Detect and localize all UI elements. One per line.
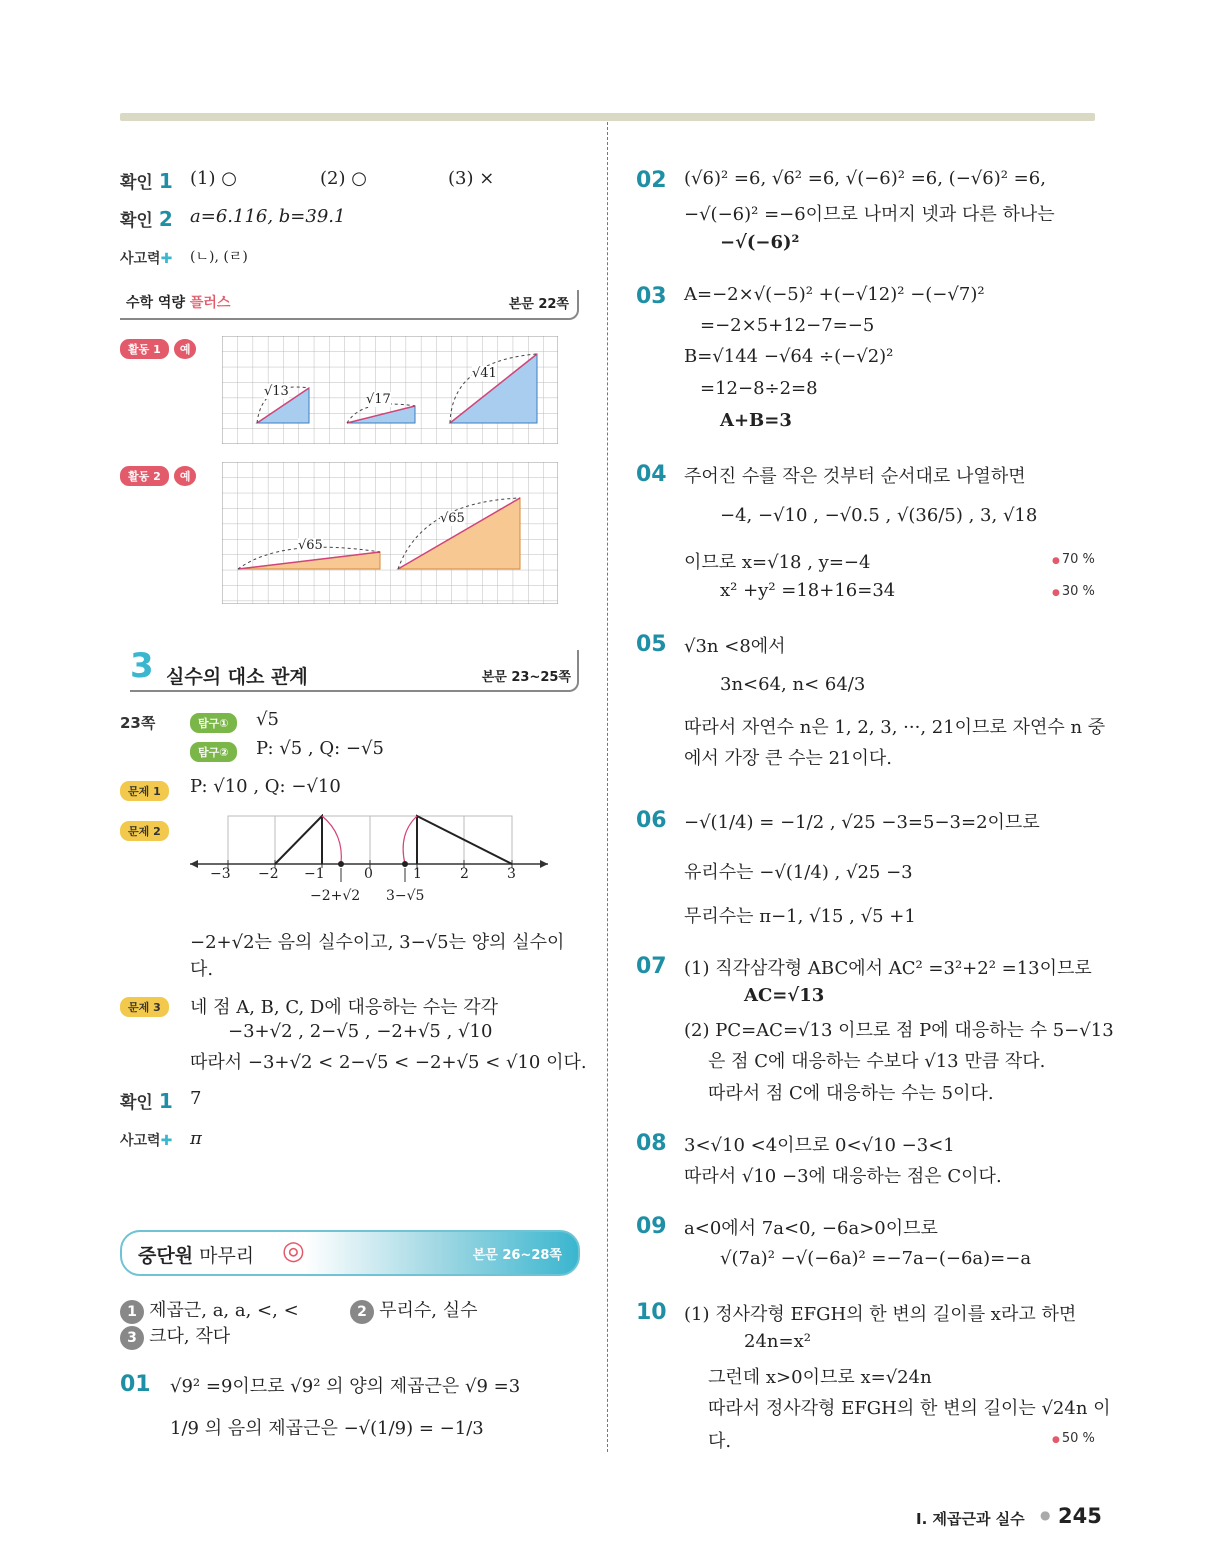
answer1: 1 제곱근, a, a, <, < [120,1296,299,1324]
act2-badges [120,465,196,486]
q05-l4: 에서 가장 큰 수는 21이다. [684,748,893,769]
q10-num: 10 [636,1300,667,1325]
tick-m2: −2 [258,866,279,882]
act1-label2: √17 [366,392,391,407]
q03-l2: =−2×5+12−7=−5 [700,315,875,336]
act2-label1: √65 [298,538,323,553]
q04-l2: −4, −√10 , −√0.5 , √(36/5) , 3, √18 [720,505,1038,526]
think2-text: π [190,1128,202,1149]
q04-l3: 이므로 x=√18 , y=−4 [684,552,871,573]
act2-label2: √65 [440,511,465,526]
q05-l2: 3n<64, n< 64/3 [720,674,866,695]
q05-l3: 따라서 자연수 n은 1, 2, 3, ···, 21이므로 자연수 n 중 [684,717,1106,738]
q3-badge [120,996,169,1017]
footer-chapter: Ⅰ. 제곱근과 실수 [916,1510,1025,1528]
think1-label: 사고력✚ [120,251,173,267]
plus-ref: 본문 22쪽 [508,297,569,312]
q03-num: 03 [636,284,667,309]
q06-l1: −√(1/4) = −1/2 , √25 −3=5−3=2이므로 [684,812,1040,833]
q05-l1: √3n <8에서 [684,636,786,657]
q05-num: 05 [636,632,667,657]
q04-num: 04 [636,462,667,487]
answer2: 2 무리수, 실수 [350,1296,477,1324]
q07-l3: (2) PC=AC=√13 이므로 점 P에 대응하는 수 5−√13 [684,1020,1114,1041]
tick-2: 2 [460,866,469,882]
q04-pct1: ● 70 % [1052,552,1095,567]
sec3-ref: 본문 23~25쪽 [481,670,571,685]
q10-pct: ● 50 % [1052,1431,1095,1446]
target-icon: ◎ [282,1236,305,1266]
check2-text: a=6.116, b=39.1 [190,206,346,227]
p23-explore2 [190,741,237,762]
q2-line2: 다. [190,959,214,980]
q07-num: 07 [636,954,667,979]
check3-label: 확인 1 [120,1089,173,1113]
q10-l5: 다. [708,1431,732,1452]
q3-line1: 네 점 A, B, C, D에 대응하는 수는 각각 [190,997,498,1018]
q1-pill: 문제 1 [120,781,169,801]
e2-pill: 탐구② [190,742,237,762]
check1-a: (1) ○ [190,168,237,189]
tick-1: 1 [413,866,422,882]
q2-point-b: 3−√5 [386,888,425,904]
act2-pill: 활동 2 [120,466,169,486]
q09-num: 09 [636,1214,667,1239]
p23-e2: P: √5 , Q: −√5 [256,738,384,759]
p23-page: 23쪽 [120,714,156,732]
act1-ex: 예 [174,339,197,359]
sec3-title: 실수의 대소 관계 [166,666,308,688]
q2-line1: −2+√2는 음의 실수이고, 3−√5는 양의 실수이 [190,932,565,953]
plus-header [120,290,579,320]
review-ref: 본문 26~28쪽 [472,1248,562,1263]
q02-l1: (√6)² =6, √6² =6, √(−6)² =6, (−√6)² =6, [684,168,1046,189]
tick-m1: −1 [304,866,325,882]
q08-l2: 따라서 √10 −3에 대응하는 점은 C이다. [684,1166,1002,1187]
q01-line2: 1/9 의 음의 제곱근은 −√(1/9) = −1/3 [170,1418,484,1439]
check1-label: 확인 1 [120,169,173,193]
act1-label1: √13 [264,384,289,399]
q2-point-a: −2+√2 [310,888,361,904]
e1-pill: 탐구① [190,713,237,733]
q03-l5: A+B=3 [720,410,792,431]
q02-num: 02 [636,168,667,193]
q2-pill: 문제 2 [120,821,169,841]
sec3-num: 3 [130,646,154,686]
q06-num: 06 [636,808,667,833]
q03-l3: B=√144 −√64 ÷(−√2)² [684,346,894,367]
q08-num: 08 [636,1131,667,1156]
q02-l2: −√(−6)² =−6이므로 나머지 넷과 다른 하나는 [684,204,1055,225]
q09-l1: a<0에서 7a<0, −6a>0이므로 [684,1218,938,1239]
q1-text: P: √10 , Q: −√10 [190,776,341,797]
q1-badge [120,780,169,801]
act2-ex: 예 [174,466,197,486]
column-divider [607,122,608,1452]
review-title: 중단원 마무리 [138,1245,255,1267]
q07-l1: (1) 직각삼각형 ABC에서 AC² =3²+2² =13이므로 [684,958,1092,979]
page-number: 245 [1058,1504,1102,1528]
q03-l1: A=−2×√(−5)² +(−√12)² −(−√7)² [684,284,985,305]
q01-num: 01 [120,1372,151,1397]
plus-title: 수학 역량 플러스 [126,295,231,311]
q02-l3: −√(−6)² [720,232,800,253]
q3-pill: 문제 3 [120,997,169,1017]
q04-l4: x² +y² =18+16=34 [720,580,896,601]
q01-line1: √9² =9이므로 √9² 의 양의 제곱근은 √9 =3 [170,1376,521,1397]
q04-l1: 주어진 수를 작은 것부터 순서대로 나열하면 [684,466,1026,487]
q3-line3: 따라서 −3+√2 < 2−√5 < −2+√5 < √10 이다. [190,1052,587,1073]
top-bar [120,113,1095,121]
act1-badges [120,338,196,359]
tick-3: 3 [507,866,516,882]
check1-b: (2) ○ [320,168,367,189]
q06-l3: 무리수는 π−1, √15 , √5 +1 [684,906,916,927]
answer3: 3 크다, 작다 [120,1322,230,1350]
q08-l1: 3<√10 <4이므로 0<√10 −3<1 [684,1135,955,1156]
sec3-header [130,646,579,692]
q3-line2: −3+√2 , 2−√5 , −2+√5 , √10 [228,1021,493,1042]
q10-l1: (1) 정사각형 EFGH의 한 변의 길이를 x라고 하면 [684,1304,1077,1325]
act2-grid [222,462,558,604]
q07-l5: 따라서 점 C에 대응하는 수는 5이다. [708,1083,994,1104]
q10-l2: 24n=x² [744,1331,811,1352]
q2-tick-labels [186,866,556,886]
tick-0: 0 [364,866,373,882]
check1-c: (3) × [448,168,495,189]
p23-explore1 [190,712,237,733]
q03-l4: =12−8÷2=8 [700,378,818,399]
review-header [120,1230,580,1276]
q10-l4: 따라서 정사각형 EFGH의 한 변의 길이는 √24n 이 [708,1398,1111,1419]
p23-e1: √5 [256,709,279,730]
tick-m3: −3 [210,866,231,882]
footer-dot-icon: ● [1040,1508,1051,1522]
q06-l2: 유리수는 −√(1/4) , √25 −3 [684,862,913,883]
q04-pct2: ● 30 % [1052,584,1095,599]
check2-label: 확인 2 [120,207,173,231]
q2-badge [120,820,169,841]
check3-text: 7 [190,1088,202,1109]
think2-label: 사고력✚ [120,1133,173,1149]
q10-l3: 그런데 x>0이므로 x=√24n [708,1367,932,1388]
q09-l2: √(7a)² −√(−6a)² =−7a−(−6a)=−a [720,1248,1032,1269]
think1-text: (ㄴ), (ㄹ) [190,249,248,265]
q07-l2: AC=√13 [744,985,825,1006]
act1-label3: √41 [472,366,497,381]
q07-l4: 은 점 C에 대응하는 수보다 √13 만큼 작다. [708,1051,1046,1072]
act1-pill: 활동 1 [120,339,169,359]
